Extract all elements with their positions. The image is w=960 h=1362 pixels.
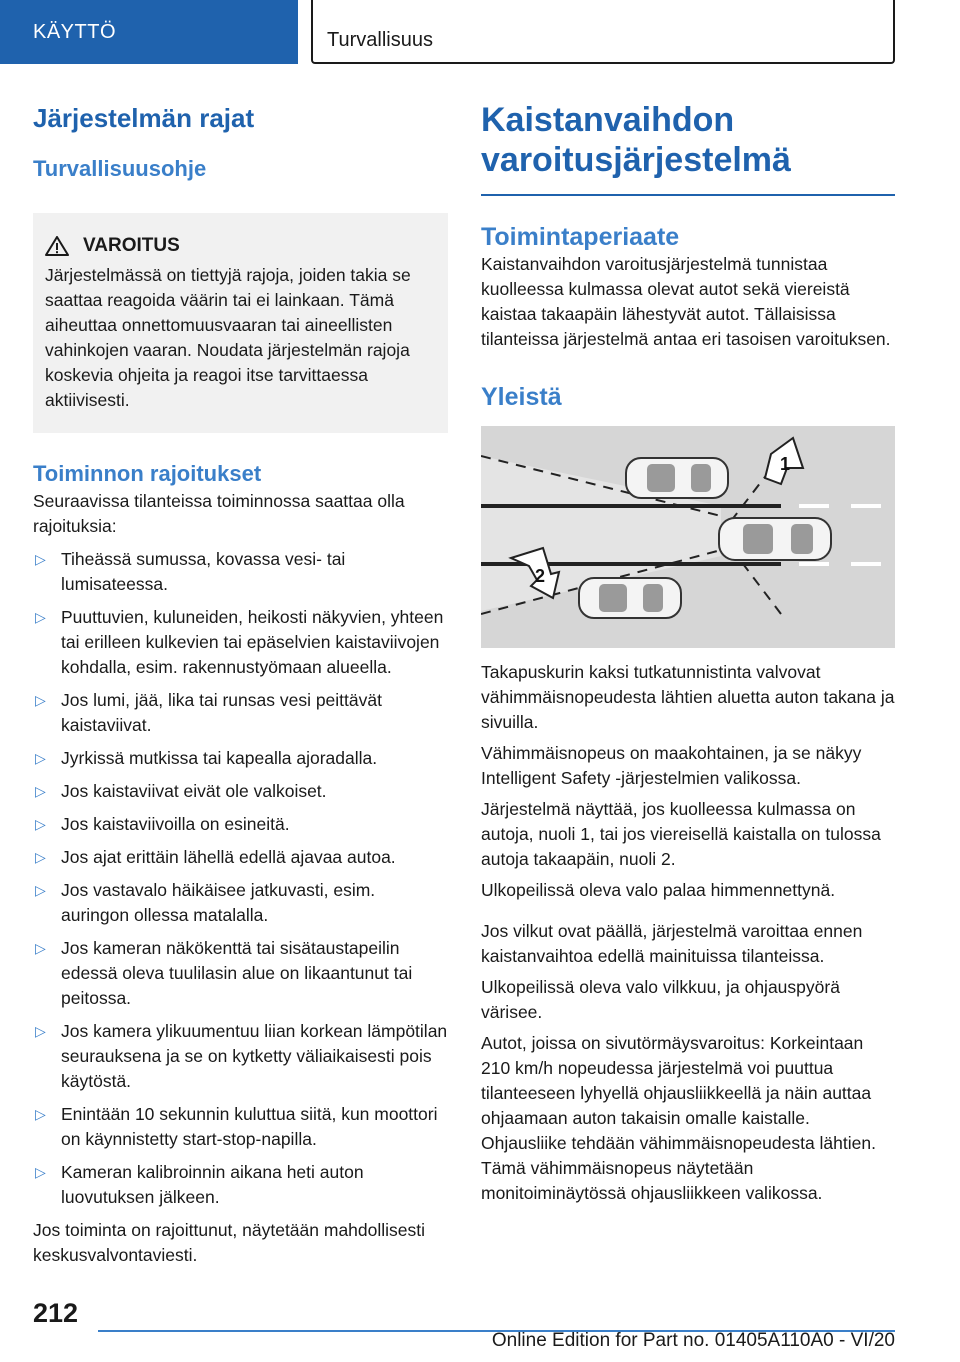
limit-text: Kameran kalibroinnin aikana heti auton luovutuksen jälkeen.: [61, 1162, 364, 1207]
limit-text: Jos kaistaviivoilla on esineitä.: [61, 814, 290, 834]
bullet-icon: ▷: [35, 551, 46, 567]
limit-item: [33, 779, 448, 804]
bullet-icon: ▷: [35, 1106, 46, 1122]
limit-text: Jos kameran näkökenttä tai sisätaustapeilin edessä oleva tuulilasin alue on likaantunut tai peitossa.: [61, 938, 413, 1008]
limit-item: [33, 936, 448, 1011]
general-paragraph: Takapuskurin kaksi tutkatunnistinta valvovat vähimmäisnopeudesta lähtien aluetta auton takana ja sivuilla.: [481, 662, 895, 732]
limit-text: Tiheässä sumussa, kovassa vesi- tai lumisateessa.: [61, 549, 346, 594]
section-title: Järjestelmän rajat: [33, 103, 255, 133]
general-paragraph: Ulkopeilissä oleva valo palaa himmennettynä.: [481, 880, 836, 900]
limits-list: [33, 547, 448, 1210]
bullet-icon: ▷: [35, 882, 46, 898]
car-ego: [719, 518, 831, 560]
principle-heading: Toimintaperiaate: [481, 223, 680, 251]
limit-item: [33, 605, 448, 680]
page-number: 212: [33, 1298, 79, 1328]
limit-item: [33, 688, 448, 738]
lane-diagram: [481, 426, 895, 648]
safety-heading: Turvallisuusohje: [33, 156, 207, 181]
limit-item: [33, 547, 448, 597]
title-rule: [481, 194, 895, 196]
general-paragraph: Järjestelmä näyttää, jos kuolleessa kulmassa on autoja, nuoli 1, tai jos viereisellä kaistalla on tulossa autoja takaapäin, nuoli 2.: [481, 799, 881, 869]
limits-heading: Toiminnon rajoitukset: [33, 461, 262, 486]
bullet-icon: ▷: [35, 609, 46, 625]
warning-box: [33, 210, 448, 433]
limit-text: Jos ajat erittäin lähellä edellä ajavaa autoa.: [61, 847, 396, 867]
limit-item: [33, 1019, 448, 1094]
limits-outro: Jos toiminta on rajoittunut, näytetään mahdollisesti keskusvalvontaviesti.: [33, 1220, 426, 1265]
warning-text: Järjestelmässä on tiettyjä rajoja, joiden takia se saattaa reagoida väärin tai ei lainkaan. Tämä aiheuttaa onnettomuusvaaran tai aineellisten vahinkojen vaaran. Noudata järjestelmän rajoja koskevia ohjeita ja reagoi itse tarvittaessa aktiivisesti.: [45, 265, 411, 410]
section-tab: KÄYTTÖ: [0, 0, 298, 64]
warning-title: [39, 235, 436, 257]
limit-text: Jos vastavalo häikäisee jatkuvasti, esim. auringon ollessa matalalla.: [61, 880, 376, 925]
car-approaching: [579, 578, 681, 618]
general-heading: Yleistä: [481, 383, 562, 411]
limits-intro: Seuraavissa tilanteissa toiminnossa saattaa olla rajoituksia:: [33, 491, 405, 536]
limit-item: [33, 746, 448, 771]
bullet-icon: ▷: [35, 750, 46, 766]
right-column: [481, 100, 895, 1206]
limit-item: [33, 1160, 448, 1210]
general-paragraph: Autot, joissa on sivutörmäysvaroitus: Korkeintaan 210 km/h nopeudessa järjestelmä voi puuttua tilanteeseen lyhyellä ohjausliikkeellä ja näin auttaa ohjaamaan auton takaisin omalle kaistalle. Ohjausliike tehdään vähimmäisnopeudesta lähtien. Tämä vähimmäisnopeus näytetään monitoiminäytössä ohjausliikkeen valikossa.: [481, 1033, 876, 1203]
limit-text: Puuttuvien, kuluneiden, heikosti näkyvien, yhteen tai erilleen kulkevien tai epäselvien kaistaviivojen kohdalla, esim. rakennustyömaan alueella.: [61, 607, 444, 677]
limit-item: [33, 878, 448, 928]
limit-text: Jyrkissä mutkissa tai kapealla ajoradalla.: [61, 748, 378, 768]
limit-text: Jos lumi, jää, lika tai runsas vesi peittävät kaistaviivat.: [61, 690, 382, 735]
limit-text: Enintään 10 sekunnin kuluttua siitä, kun moottori on käynnistetty start-stop-napilla.: [61, 1104, 438, 1149]
general-paragraph: Vähimmäisnopeus on maakohtainen, ja se näkyy Intelligent Safety -järjestelmien valikossa.: [481, 743, 862, 788]
bullet-icon: ▷: [35, 1023, 46, 1039]
bullet-icon: ▷: [35, 783, 46, 799]
warning-label: VAROITUS: [83, 235, 180, 256]
warning-triangle-icon: [45, 236, 69, 256]
bullet-icon: ▷: [35, 849, 46, 865]
bullet-icon: ▷: [35, 1164, 46, 1180]
left-column: [33, 100, 448, 1268]
edition-text: Online Edition for Part no. 01405A110A0 - VI/20: [491, 1330, 895, 1351]
limit-text: Jos kamera ylikuumentuu liian korkean lämpötilan seurauksena ja se on kytketty väliaikaisesti pois käytöstä.: [61, 1021, 448, 1091]
bullet-icon: ▷: [35, 692, 46, 708]
lane-change-figure: [481, 426, 895, 648]
limit-item: [33, 812, 448, 837]
arrow-2-label: 2: [535, 566, 546, 586]
general-paragraphs: [481, 660, 895, 1206]
car-blind-spot: [626, 458, 728, 498]
limit-text: Jos kaistaviivat eivät ole valkoiset.: [61, 781, 327, 801]
arrow-1-label: 1: [780, 454, 791, 474]
principle-text: Kaistanvaihdon varoitusjärjestelmä tunnistaa kuolleessa kulmassa olevat autot sekä viereistä kaistaa takaapäin lähestyvät autot. Tällaisissa tilanteissa järjestelmä antaa eri tasoisen varoituksen.: [481, 254, 891, 349]
general-paragraph: Ulkopeilissä oleva valo vilkkuu, ja ohjauspyörä värisee.: [481, 977, 840, 1022]
bullet-icon: ▷: [35, 816, 46, 832]
bullet-icon: ▷: [35, 940, 46, 956]
chapter-tab: Turvallisuus: [311, 0, 895, 64]
limit-item: [33, 845, 448, 870]
general-paragraph: Jos vilkut ovat päällä, järjestelmä varoittaa ennen kaistanvaihtoa edellä mainituissa tilanteissa.: [481, 921, 863, 966]
limit-item: [33, 1102, 448, 1152]
main-title: Kaistanvaihdon varoitusjärjestelmä: [481, 101, 791, 179]
